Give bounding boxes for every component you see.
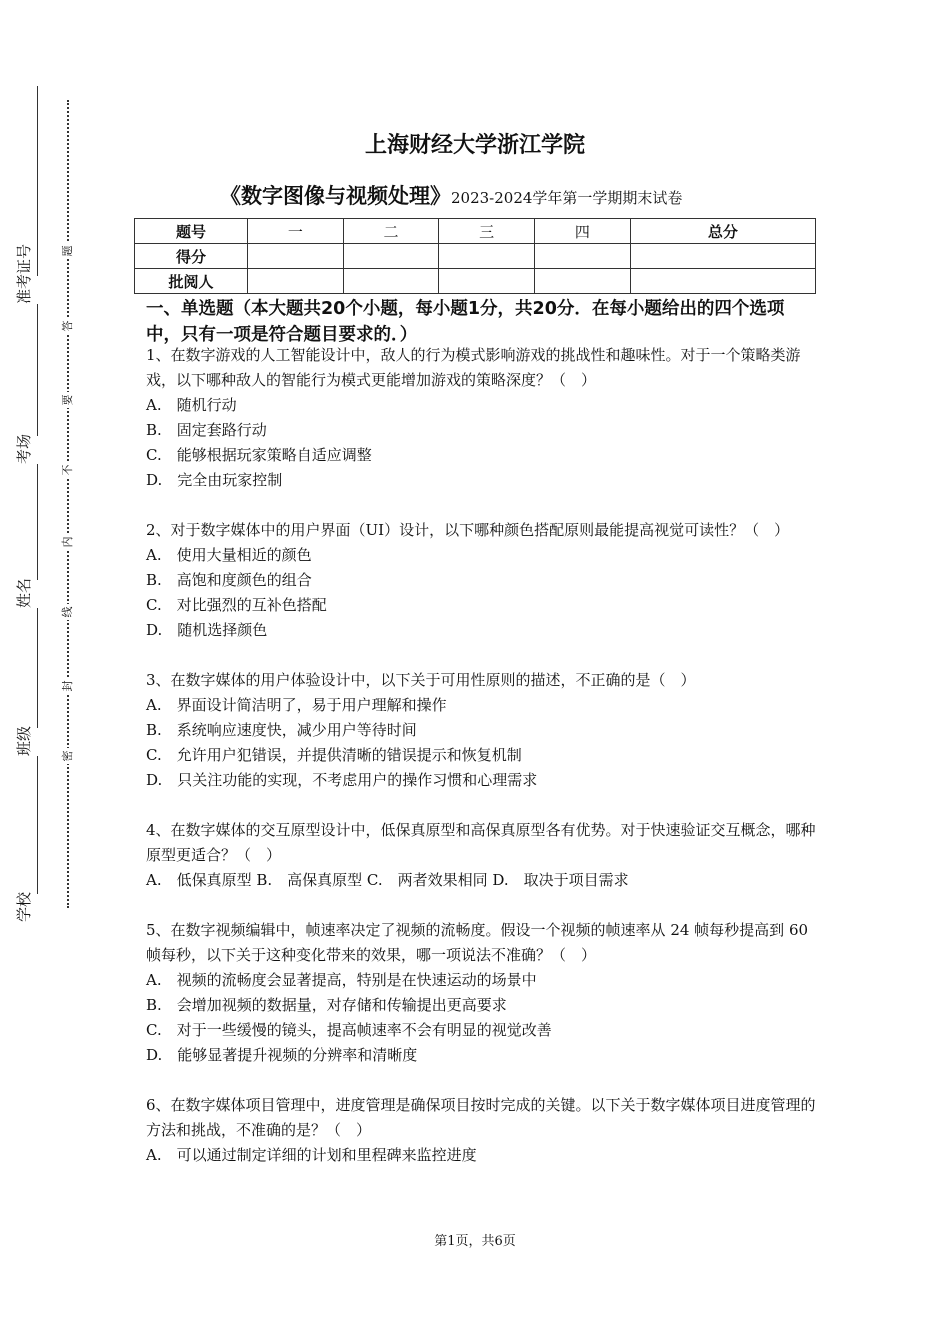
option-b: B. 系统响应速度快，减少用户等待时间 xyxy=(146,721,417,739)
section-heading: 一、单选题（本大题共20个小题，每小题1分，共20分．在每小题给出的四个选项中，只有一项是符合题目要求的．） xyxy=(146,299,785,345)
question-stem: 1、在数字游戏的人工智能设计中，敌人的行为模式影响游戏的挑战性和趣味性。对于一个策略类游戏，以下哪种敌人的智能行为模式更能增加游戏的策略深度？（ ） xyxy=(146,346,801,389)
score-table-header-cell: 总分 xyxy=(630,219,815,244)
reviewer-cell[interactable] xyxy=(248,269,344,294)
binding-dotted-line xyxy=(67,100,69,908)
seal-char: 不 xyxy=(60,462,76,478)
score-table-row-label: 得分 xyxy=(135,244,248,269)
field-name-label: 姓名 xyxy=(10,580,54,608)
exam-term: 2023-2024学年第一学期期末试卷 xyxy=(451,189,683,207)
field-class-label: 班级 xyxy=(10,728,54,756)
option-a: A. 可以通过制定详细的计划和里程碑来监控进度 xyxy=(146,1146,477,1164)
score-table-header-cell: 二 xyxy=(343,219,439,244)
option-d: D. 随机选择颜色 xyxy=(146,621,268,639)
question xyxy=(146,343,818,493)
score-table xyxy=(134,218,816,294)
option-c: C. 允许用户犯错误，并提供清晰的错误提示和恢复机制 xyxy=(146,746,522,764)
score-cell[interactable] xyxy=(439,244,535,269)
exam-subtitle xyxy=(220,180,682,210)
option-b: B. 会增加视频的数据量，对存储和传输提出更高要求 xyxy=(146,996,507,1014)
page-footer: 第1页，共6页 xyxy=(434,1234,516,1249)
question xyxy=(146,518,818,643)
seal-char: 密 xyxy=(60,748,76,764)
option-a: A. 使用大量相近的颜色 xyxy=(146,546,312,564)
option-c: C. 能够根据玩家策略自适应调整 xyxy=(146,446,372,464)
option-c: C. 对比强烈的互补色搭配 xyxy=(146,596,327,614)
binding-solid-line xyxy=(37,86,38,916)
option-a: A. 界面设计简洁明了，易于用户理解和操作 xyxy=(146,696,447,714)
seal-char: 线 xyxy=(60,604,76,620)
question xyxy=(146,668,818,793)
question xyxy=(146,1093,818,1168)
question-stem: 6、在数字媒体项目管理中，进度管理是确保项目按时完成的关键。以下关于数字媒体项目进度管理的方法和挑战，不准确的是？（ ） xyxy=(146,1096,816,1139)
score-cell[interactable] xyxy=(630,244,815,269)
option-b: B. 高饱和度颜色的组合 xyxy=(146,571,312,589)
school-title: 上海财经大学浙江学院 xyxy=(364,133,585,158)
option-a: A. 视频的流畅度会显著提高，特别是在快速运动的场景中 xyxy=(146,971,537,989)
score-table-header-cell: 一 xyxy=(248,219,344,244)
question xyxy=(146,918,818,1068)
question-list xyxy=(146,343,818,1193)
question-stem: 2、对于数字媒体中的用户界面（UI）设计，以下哪种颜色搭配原则最能提高视觉可读性？（ ） xyxy=(146,521,790,539)
score-table-row-label: 批阅人 xyxy=(135,269,248,294)
score-cell[interactable] xyxy=(343,244,439,269)
field-exam-number-label: 准考证号 xyxy=(10,276,54,304)
reviewer-cell[interactable] xyxy=(535,269,631,294)
reviewer-cell[interactable] xyxy=(439,269,535,294)
reviewer-cell[interactable] xyxy=(630,269,815,294)
score-cell[interactable] xyxy=(248,244,344,269)
reviewer-cell[interactable] xyxy=(343,269,439,294)
question xyxy=(146,818,818,893)
score-table-header-cell: 四 xyxy=(535,219,631,244)
field-school-label: 学校 xyxy=(10,894,54,922)
question-stem: 3、在数字媒体的用户体验设计中，以下关于可用性原则的描述，不正确的是（ ） xyxy=(146,671,696,689)
question-stem: 5、在数字视频编辑中，帧速率决定了视频的流畅度。假设一个视频的帧速率从 24 帧每秒提高到 60 帧每秒，以下关于这种变化带来的效果，哪一项说法不准确？（ ） xyxy=(146,921,809,964)
option-d: D. 只关注功能的实现，不考虑用户的操作习惯和心理需求 xyxy=(146,771,538,789)
option-a: A. 随机行动 xyxy=(146,396,237,414)
seal-char: 封 xyxy=(60,678,76,694)
score-table-header-cell: 三 xyxy=(439,219,535,244)
option-b: B. 固定套路行动 xyxy=(146,421,267,439)
option-c: C. 对于一些缓慢的镜头，提高帧速率不会有明显的视觉改善 xyxy=(146,1021,552,1039)
options-inline: A. 低保真原型 B. 高保真原型 C. 两者效果相同 D. 取决于项目需求 xyxy=(146,871,629,889)
course-name: 《数字图像与视频处理》 xyxy=(220,184,451,208)
score-cell[interactable] xyxy=(535,244,631,269)
seal-char: 答 xyxy=(60,318,76,334)
option-d: D. 完全由玩家控制 xyxy=(146,471,283,489)
seal-char: 题 xyxy=(60,243,76,259)
seal-char: 要 xyxy=(60,392,76,408)
seal-char: 内 xyxy=(60,534,76,550)
score-table-header-cell: 题号 xyxy=(135,219,248,244)
question-stem: 4、在数字媒体的交互原型设计中，低保真原型和高保真原型各有优势。对于快速验证交互概念，哪种原型更适合？（ ） xyxy=(146,821,816,864)
field-exam-room-label: 考场 xyxy=(10,436,54,464)
option-d: D. 能够显著提升视频的分辨率和清晰度 xyxy=(146,1046,418,1064)
